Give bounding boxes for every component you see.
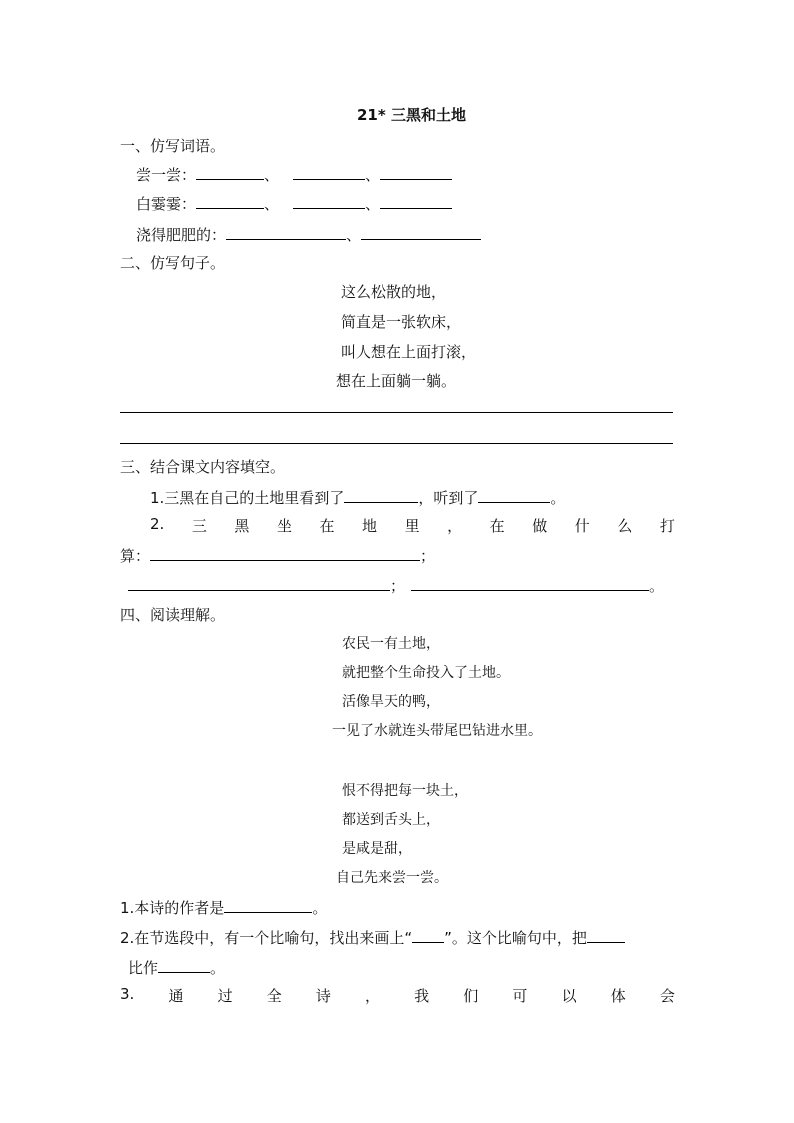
question-char: ，: [365, 987, 381, 1005]
answer-blank[interactable]: [158, 958, 210, 973]
writing-line[interactable]: [120, 412, 673, 413]
section3-q2-line1: [150, 515, 675, 536]
section4-q3: [120, 985, 675, 1006]
poem-line: 农民一有土地，: [342, 636, 440, 652]
section3-heading: 三、结合课文内容填空。: [120, 458, 286, 476]
section4-heading: 四、阅读理解。: [120, 606, 226, 624]
question-char: 会: [659, 987, 675, 1005]
question-char: 做: [532, 517, 548, 535]
question-char: 通: [168, 987, 184, 1005]
question-text: ”。这个比喻句中，把: [444, 929, 587, 947]
section1-row-3: [136, 224, 481, 245]
question-text: 1.本诗的作者是: [120, 899, 225, 917]
question-text: 。: [550, 489, 566, 507]
answer-blank[interactable]: [587, 928, 625, 943]
question-text: 。: [210, 959, 226, 977]
question-char: 坐: [276, 517, 292, 535]
question-text: ，听到了: [418, 489, 479, 507]
poem-line: 就把整个生命投入了土地。: [342, 665, 510, 681]
question-char: 我: [414, 987, 430, 1005]
section3-q2-line3: [128, 575, 664, 596]
question-text: ；: [390, 577, 406, 595]
poem-line: 都送到舌头上，: [342, 812, 440, 828]
poem-line: 简直是一张软床，: [341, 313, 462, 331]
answer-blank[interactable]: [478, 488, 550, 503]
poem-line: 活像旱天的鸭，: [342, 694, 440, 710]
poem-line: 叫人想在上面打滚，: [341, 343, 477, 361]
answer-blank[interactable]: [226, 225, 346, 240]
question-text: 。: [649, 577, 665, 595]
answer-blank[interactable]: [380, 194, 452, 209]
question-text: 算：: [120, 547, 151, 565]
answer-blank[interactable]: [412, 928, 444, 943]
question-text: 比作: [128, 959, 159, 977]
separator: 、: [365, 195, 381, 213]
answer-blank[interactable]: [196, 165, 264, 180]
question-char: 3.: [120, 985, 135, 1003]
question-text: 2.在节选段中，有一个比喻句，找出来画上“: [120, 929, 413, 947]
section4-q2: [120, 927, 625, 948]
writing-line[interactable]: [120, 443, 673, 444]
page-title: 21* 三黑和土地: [357, 106, 466, 124]
question-char: 里: [404, 517, 420, 535]
question-char: 黑: [234, 517, 250, 535]
poem-line: 自己先来尝一尝。: [336, 870, 448, 886]
section2-heading: 二、仿写句子。: [120, 254, 226, 272]
poem-line: 恨不得把每一块土，: [342, 783, 468, 799]
answer-blank[interactable]: [293, 165, 365, 180]
question-char: 地: [362, 517, 378, 535]
row-label: 白霎霎：: [136, 195, 197, 213]
separator: 、: [264, 166, 280, 184]
separator: 、: [365, 166, 381, 184]
question-char: 在: [489, 517, 505, 535]
poem-line: 是咸是甜，: [342, 841, 412, 857]
question-char: 打: [659, 517, 675, 535]
answer-blank[interactable]: [224, 898, 312, 913]
answer-blank[interactable]: [196, 194, 264, 209]
section4-q1: [120, 897, 327, 918]
question-char: 过: [217, 987, 233, 1005]
question-char: 2.: [150, 515, 165, 533]
answer-blank[interactable]: [128, 576, 390, 591]
question-char: 么: [617, 517, 633, 535]
question-char: 什: [574, 517, 590, 535]
poem-line: 一见了水就连头带尾巴钻进水里。: [332, 723, 542, 739]
question-text: 。: [312, 899, 328, 917]
answer-blank[interactable]: [150, 546, 420, 561]
separator: 、: [264, 195, 280, 213]
row-label: 浇得肥肥的：: [136, 226, 227, 244]
poem-line: 想在上面躺一躺。: [336, 372, 457, 390]
separator: 、: [346, 226, 362, 244]
question-char: 们: [463, 987, 479, 1005]
question-char: 以: [561, 987, 577, 1005]
question-char: 体: [610, 987, 626, 1005]
question-char: ，: [447, 517, 463, 535]
section4-q2-cont: [128, 957, 225, 978]
question-text: 1.三黑在自己的土地里看到了: [150, 489, 345, 507]
question-char: 全: [266, 987, 282, 1005]
question-char: 三: [191, 517, 207, 535]
question-char: 诗: [315, 987, 331, 1005]
question-char: 在: [319, 517, 335, 535]
section3-q2-line2: [120, 545, 435, 566]
question-text: ；: [420, 547, 436, 565]
row-label: 尝一尝：: [136, 166, 197, 184]
answer-blank[interactable]: [344, 488, 418, 503]
question-char: 可: [512, 987, 528, 1005]
answer-blank[interactable]: [380, 165, 452, 180]
section3-q1: [150, 487, 565, 508]
answer-blank[interactable]: [361, 225, 481, 240]
section1-row-2: [136, 193, 452, 214]
answer-blank[interactable]: [293, 194, 365, 209]
answer-blank[interactable]: [411, 576, 649, 591]
section1-row-1: [136, 164, 452, 185]
poem-line: 这么松散的地，: [341, 283, 447, 301]
section1-heading: 一、仿写词语。: [120, 137, 226, 155]
